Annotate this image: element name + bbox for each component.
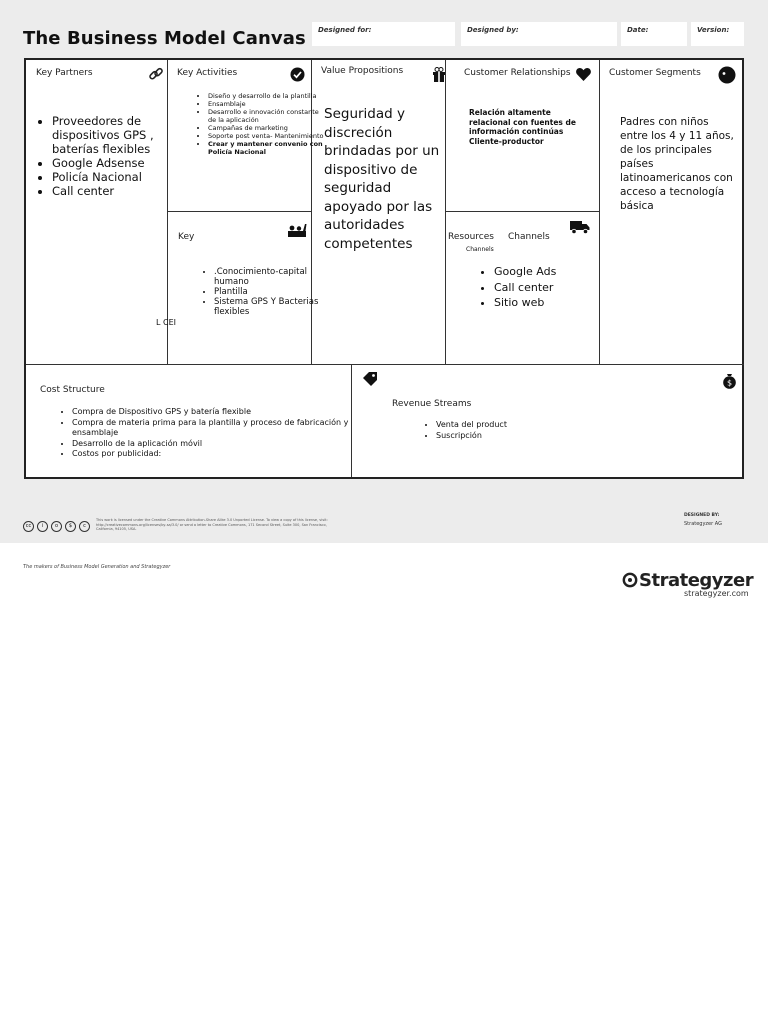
key-resources-label: Key — [178, 232, 195, 242]
key-resources-list — [196, 267, 324, 317]
list-item: • .Conocimiento-capital humano — [214, 267, 324, 287]
business-model-canvas — [24, 58, 744, 479]
list-item: • Call center — [52, 184, 180, 198]
page-title: The Business Model Canvas — [23, 28, 306, 49]
value-propositions-text: Seguridad y discreción brindadas por un dispositivo de seguridad apoyado por las autoridades competentes — [324, 106, 440, 252]
key-partners-label: Key Partners — [36, 68, 93, 78]
strategyzer-logo-icon — [622, 572, 638, 588]
cost-structure-label: Cost Structure — [40, 385, 105, 395]
designed-by-value: Strategyzer AG — [684, 521, 722, 527]
revenue-streams-label: Revenue Streams — [392, 399, 472, 409]
attribution-icon: i — [37, 521, 48, 532]
designed-by-field[interactable]: Designed by: — [461, 22, 617, 46]
customer-relationships-section — [446, 60, 600, 212]
list-item: • Crear y mantener convenio con Policía Nacional — [208, 140, 326, 156]
list-item: • Soporte post venta- Mantenimiento — [208, 132, 326, 140]
value-propositions-section — [312, 60, 446, 364]
heart-icon — [576, 68, 591, 81]
strategyzer-url[interactable]: strategyzer.com — [684, 589, 749, 598]
license-text: This work is licensed under the Creative Commons Attribution-Share Alike 3.0 Unported License. To view a copy of this license, visit: http://creativecommons.org/licenses/by-sa/3.0/ or send a letter to Creative Commons, 171 Second Street, Suite 300, San Francisco, California, 94105, USA. — [96, 518, 328, 531]
list-item: • Diseño y desarrollo de la plantilla — [208, 92, 326, 100]
list-item: • Sitio web — [494, 295, 612, 311]
list-item: • Proveedores de dispositivos GPS , baterías flexibles — [52, 114, 180, 156]
channels-section — [446, 212, 600, 364]
channels-resources-label: Resources — [448, 232, 494, 242]
list-item: • Call center — [494, 280, 612, 296]
list-item: • Policía Nacional — [52, 170, 180, 184]
list-item: • Plantilla — [214, 287, 324, 297]
list-item: • Venta del product — [436, 419, 686, 430]
makers-tagline: The makers of Business Model Generation and Strategyzer — [23, 564, 171, 570]
money-bag-icon — [722, 371, 737, 389]
link-icon — [148, 66, 164, 82]
value-propositions-label: Value Propositions — [321, 66, 404, 76]
customer-relationships-text: Relación altamente relacional con fuentes de información continúas Cliente-productor — [469, 108, 576, 146]
designed-by-block — [684, 513, 722, 527]
svg-text:$: $ — [726, 378, 733, 388]
key-activities-label: Key Activities — [177, 68, 238, 78]
list-item: • Campañas de marketing — [208, 124, 326, 132]
strategyzer-logo: Strategyzer — [639, 570, 754, 591]
list-item: • Compra de materia prima para la plantilla y proceso de fabricación y ensamblaje — [72, 418, 372, 439]
list-item: • Costos por publicidad: — [72, 449, 372, 460]
revenue-streams-section — [352, 364, 744, 477]
stray-text: L CEI — [156, 318, 176, 327]
customer-segments-label: Customer Segments — [609, 68, 701, 78]
cc-icon: cc — [23, 521, 34, 532]
gift-icon — [432, 66, 446, 82]
channels-list — [476, 264, 612, 311]
channels-label: Channels — [508, 232, 550, 242]
sharealike-icon: o — [51, 521, 62, 532]
revenue-streams-list — [418, 419, 686, 441]
key-partners-list — [34, 114, 180, 198]
designed-by-label: DESIGNED BY: — [684, 513, 720, 518]
checkmark-icon — [290, 67, 305, 82]
cost-structure-section — [26, 364, 352, 477]
noncommercial-icon: $ — [65, 521, 76, 532]
list-item: • Sistema GPS Y Bacterias flexibles — [214, 297, 324, 317]
key-resources-section — [168, 212, 319, 364]
list-item: • Google Adsense — [52, 156, 180, 170]
creative-commons-icons — [23, 516, 93, 535]
list-item: • Desarrollo e innovación constante de la aplicación — [208, 108, 326, 124]
key-activities-section — [168, 60, 324, 212]
cost-structure-list — [54, 407, 372, 460]
license-icon: c — [79, 521, 90, 532]
designed-for-field[interactable]: Designed for: — [312, 22, 455, 46]
channels-sublabel: Channels — [466, 246, 494, 253]
customer-segments-text: Padres con niños entre los 4 y 11 años, de los principales países latinoamericanos con acceso a tecnología básica — [620, 116, 734, 212]
price-tag-icon — [362, 371, 378, 387]
list-item: • Desarrollo de la aplicación móvil — [72, 439, 372, 450]
truck-icon — [570, 220, 590, 234]
factory-workers-icon — [286, 222, 308, 238]
key-partners-section — [26, 60, 168, 364]
list-item: • Ensamblaje — [208, 100, 326, 108]
list-item: • Compra de Dispositivo GPS y batería flexible — [72, 407, 372, 418]
version-field[interactable]: Version: — [691, 22, 744, 46]
person-head-icon — [718, 66, 736, 84]
list-item: • Suscripción — [436, 430, 686, 441]
list-item: • Google Ads — [494, 264, 612, 280]
customer-segments-section — [600, 60, 744, 364]
date-field[interactable]: Date: — [621, 22, 687, 46]
customer-relationships-label: Customer Relationships — [464, 68, 571, 78]
key-activities-list — [190, 92, 326, 156]
